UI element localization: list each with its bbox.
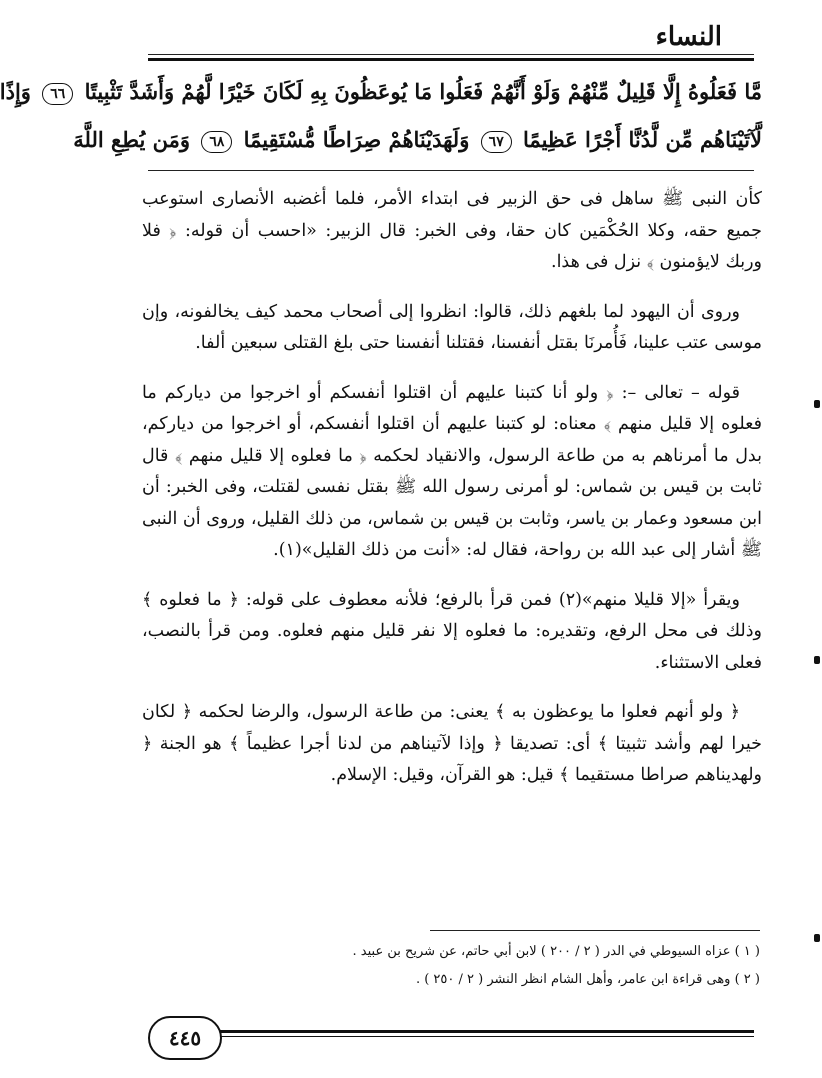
page-number-badge bbox=[148, 1016, 222, 1060]
verse-line-2 bbox=[73, 116, 762, 164]
paragraph-1: كأن النبى ﷺ ساهل فى حق الزبير فى ابتداء الأمر، فلما أغضبه الأنصارى استوعب جميع حقه، وكلا الحُكْمَين كان حقا، وفى الخبر: قال الزبير: «احسب أن قوله: ﴿ فلا وربك لايؤمنون ﴾ نزل فى هذا. bbox=[142, 189, 762, 272]
footnote-2: ( ٢ ) وهى قراءة ابن عامر، وأهل الشام انظر النشر ( ٢ / ٢٥٠ ) . bbox=[415, 972, 760, 987]
verse-text-2-mid: وَلَهَدَيْنَاهُمْ صِرَاطًا مُّسْتَقِيمًا bbox=[243, 127, 470, 152]
verse-bottom-rule bbox=[148, 170, 754, 171]
margin-mark bbox=[814, 400, 820, 408]
paragraph-4: ويقرأ «إلا قليلا منهم»(٢) فمن قرأ بالرفع؛ فلأنه معطوف على قوله: ﴿ ما فعلوه ﴾ وذلك فى محل الرفع، وتقديره: ما فعلوه إلا نفر قليل منهم فعلوه. ومن قرأ بالنصب، فعلى الاستثناء. bbox=[142, 589, 762, 673]
verse-text-2-end: وَمَن يُطِعِ اللَّهَ bbox=[73, 127, 190, 152]
header-rule-thick bbox=[148, 58, 754, 61]
ayah-number-66: ٦٦ bbox=[42, 83, 73, 105]
paragraph-3: قوله – تعالى –: ﴿ ولو أنا كتبنا عليهم أن اقتلوا أنفسكم أو اخرجوا من دياركم ما فعلوه إلا قليل منهم ﴾ معناه: لو كتبنا عليهم أن اقتلوا أنفسكم، أو اخرجوا من دياركم، بدل ما أمرناهم به من طاعة الرسول، والانقياد لحكمه ﴿ ما فعلوه إلا قليل منهم ﴾ قال ثابت بن قيس بن شماس: لو أمرنى رسول الله ﷺ بقتل نفسى لقتلت، وفى الخبر: أن ابن مسعود وعمار بن ياسر، وثابت بن قيس بن شماس، من ذلك القليل، وروى أن النبى ﷺ أشار إلى عبد الله بن رواحة، فقال له: «أنت من ذلك القليل»(١). bbox=[142, 382, 762, 560]
footnote-separator bbox=[430, 930, 760, 931]
commentary-body bbox=[142, 184, 762, 810]
verse-text-1: مَّا فَعَلُوهُ إِلَّا قَلِيلٌ مِّنْهُمْ وَلَوْ أَنَّهُمْ فَعَلُوا مَا يُوعَظُونَ بِهِ لَكَانَ خَيْرًا لَّهُمْ وَأَشَدَّ تَثْبِيتًا bbox=[84, 79, 762, 104]
quran-verse-block bbox=[0, 68, 762, 170]
page-number: ٤٤٥ bbox=[168, 1026, 202, 1050]
footnote-1: ( ١ ) عزاه السيوطي في الدر ( ٢ / ٢٠٠ ) لابن أبي حاتم، عن شريح بن عبيد . bbox=[352, 944, 760, 959]
verse-text-1-end: وَإِذًا bbox=[0, 79, 31, 104]
footer-rule-thick bbox=[218, 1030, 754, 1033]
margin-mark bbox=[814, 656, 820, 664]
ayah-number-67: ٦٧ bbox=[481, 131, 512, 153]
margin-mark bbox=[814, 934, 820, 942]
footnotes bbox=[142, 938, 760, 994]
header-rule-thin bbox=[148, 54, 754, 55]
verse-line-1 bbox=[0, 68, 762, 116]
ayah-number-68: ٦٨ bbox=[201, 131, 232, 153]
surah-name-header: النساء bbox=[655, 22, 722, 52]
paragraph-2: وروى أن اليهود لما بلغهم ذلك، قالوا: انظروا إلى أصحاب محمد كيف يخالفونه، وإن موسى عتب علينا، فَأُمرنَا بقتل أنفسنا، فقتلنا أنفسنا حتى بلغ القتلى سبعين ألفا. bbox=[142, 301, 762, 353]
verse-text-2: لَّآتَيْنَاهُم مِّن لَّدُنَّا أَجْرًا عَظِيمًا bbox=[523, 127, 762, 152]
paragraph-5: ﴿ ولو أنهم فعلوا ما يوعظون به ﴾ يعنى: من طاعة الرسول، والرضا لحكمه ﴿ لكان خيرا لهم وأشد تثبيتا ﴾ أى: تصديقا ﴿ وإذا لآتيناهم من لدنا أجرا عظيماً ﴾ هو الجنة ﴿ ولهديناهم صراطا مستقيما ﴾ قيل: هو القرآن، وقيل: الإسلام. bbox=[142, 702, 762, 785]
footer-rule-thin bbox=[218, 1036, 754, 1037]
